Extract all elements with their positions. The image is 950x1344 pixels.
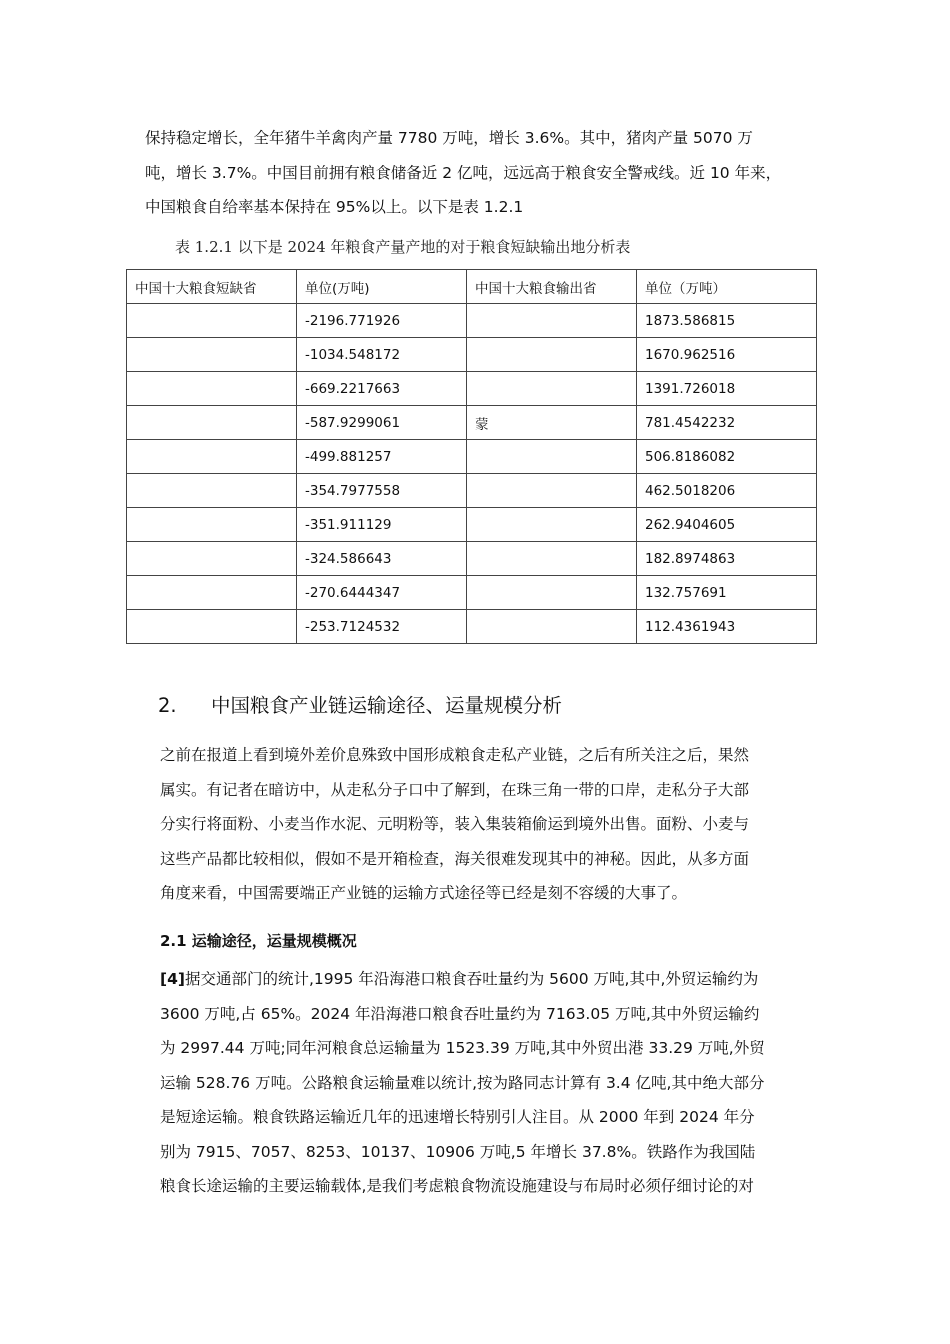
text-line: 3600 万吨,占 65%。2024 年沿海港口粮食吞吐量约为 7163.05 万吨,其中外贸运输约 [160,1004,760,1023]
header-shortage-province: 中国十大粮食短缺省 [127,270,297,304]
table-header-row [127,270,817,304]
text-line: [4]据交通部门的统计,1995 年沿海港口粮食吞吐量约为 5600 万吨,其中,外贸运输约为 [160,970,759,988]
table-cell: 781.4542232 [637,406,817,440]
table-row [127,372,817,406]
table-caption: 表 1.2.1 以下是 2024 年粮食产量产地的对于粮食短缺输出地分析表 [175,238,631,256]
text-line: 别为 7915、7057、8253、10137、10906 万吨,5 年增长 37.8%。铁路作为我国陆 [160,1142,756,1161]
table-row [127,440,817,474]
section-heading [158,690,562,718]
table-cell: 蒙 [467,406,637,440]
table-row [127,508,817,542]
table-cell: -669.2217663 [297,372,467,406]
subsection-heading: 2.1 运输途径，运量规模概况 [160,932,357,950]
table-cell [467,576,637,610]
table-cell: 462.5018206 [637,474,817,508]
table-cell: -270.6444347 [297,576,467,610]
text-line: 角度来看，中国需要端正产业链的运输方式途径等已经是刻不容缓的大事了。 [160,884,688,902]
table-row [127,304,817,338]
table-row [127,474,817,508]
table-cell [127,338,297,372]
table-cell [127,474,297,508]
text-line: 保持稳定增长，全年猪牛羊禽肉产量 7780 万吨，增长 3.6%。其中，猪肉产量 5070 万 [145,129,753,147]
table-cell: 1391.726018 [637,372,817,406]
text-line: 是短途运输。粮食铁路运输近几年的迅速增长特别引人注目。从 2000 年到 2024 年分 [160,1108,755,1126]
text-line: 为 2997.44 万吨;同年河粮食总运输量为 1523.39 万吨,其中外贸出港 33.29 万吨,外贸 [160,1039,765,1057]
section-number: 2. [158,694,177,717]
table-cell: -253.7124532 [297,610,467,644]
text-line: 吨，增长 3.7%。中国目前拥有粮食储备近 2 亿吨，远远高于粮食安全警戒线。近 10 年来， [145,163,782,182]
text-line: 粮食长途运输的主要运输载体,是我们考虑粮食物流设施建设与布局时必须仔细讨论的对 [160,1177,754,1195]
table-cell [127,610,297,644]
header-shortage-unit: 单位(万吨) [297,270,467,304]
table-cell [127,576,297,610]
table-cell [467,542,637,576]
header-export-province: 中国十大粮食输出省 [467,270,637,304]
table-cell [127,406,297,440]
table-row [127,576,817,610]
table-cell: 182.8974863 [637,542,817,576]
table-cell [467,474,637,508]
grain-analysis-table [126,269,817,644]
header-export-unit: 单位（万吨） [637,270,817,304]
table-cell: 262.9404605 [637,508,817,542]
table-cell: -1034.548172 [297,338,467,372]
text-line: 属实。有记者在暗访中，从走私分子口中了解到，在珠三角一带的口岸，走私分子大部 [160,780,750,799]
text-line: 之前在报道上看到境外差价息殊致中国形成粮食走私产业链，之后有所关注之后，果然 [160,746,750,764]
table-cell: -2196.771926 [297,304,467,338]
table-cell: 1873.586815 [637,304,817,338]
table-cell: -354.7977558 [297,474,467,508]
text-line: 分实行将面粉、小麦当作水泥、元明粉等，装入集装箱偷运到境外出售。面粉、小麦与 [160,815,750,833]
table-cell [467,440,637,474]
table-row [127,406,817,440]
text-line: 这些产品都比较相似，假如不是开箱检查，海关很难发现其中的神秘。因此，从多方面 [160,849,750,868]
subsection-paragraph [160,962,765,1204]
table-cell [467,508,637,542]
table-row [127,338,817,372]
table-row [127,542,817,576]
table-cell: -351.911129 [297,508,467,542]
table-cell: 112.4361943 [637,610,817,644]
section-paragraph [160,738,749,911]
table-cell [467,338,637,372]
table-cell [467,372,637,406]
table-cell: 1670.962516 [637,338,817,372]
table-cell [127,372,297,406]
table-cell [127,304,297,338]
table-cell: -324.586643 [297,542,467,576]
table-cell [127,508,297,542]
text-line: 运输 528.76 万吨。公路粮食运输量难以统计,按为路同志计算有 3.4 亿吨,其中绝大部分 [160,1073,765,1092]
intro-paragraph [145,121,781,225]
table-cell [467,304,637,338]
table-cell: -587.9299061 [297,406,467,440]
citation-reference: [4] [160,970,185,988]
table-cell [467,610,637,644]
table-cell [127,440,297,474]
text-line: 中国粮食自给率基本保持在 95%以上。以下是表 1.2.1 [145,198,524,216]
section-title: 中国粮食产业链运输途径、运量规模分析 [211,694,563,717]
table-cell: 506.8186082 [637,440,817,474]
table-row [127,610,817,644]
table-cell: -499.881257 [297,440,467,474]
table-cell: 132.757691 [637,576,817,610]
table-cell [127,542,297,576]
